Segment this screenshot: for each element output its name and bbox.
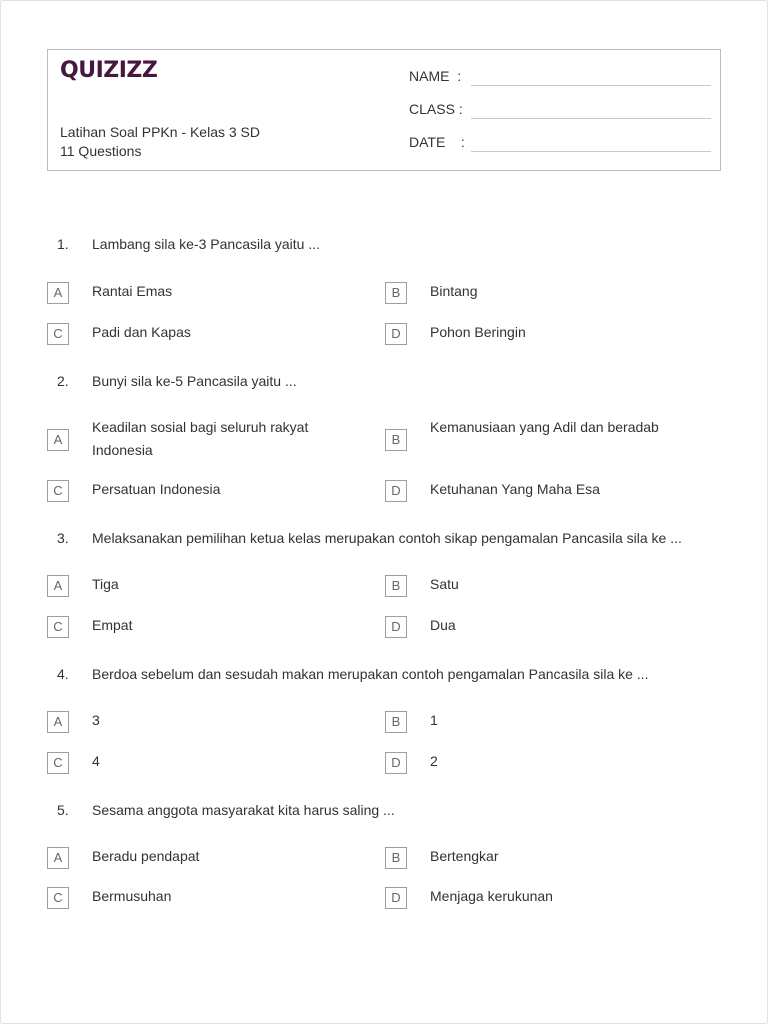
option-b-box[interactable]: B [385, 575, 407, 597]
option-a-text: Keadilan sosial bagi seluruh rakyat Indonesia [92, 419, 309, 458]
option-d-box[interactable]: D [385, 752, 407, 774]
option-d-box[interactable]: D [385, 480, 407, 502]
question-text: Lambang sila ke-3 Pancasila yaitu ... [92, 236, 321, 252]
class-label: CLASS : [409, 101, 463, 117]
option-b-text: Bertengkar [430, 848, 499, 864]
option-c-text: Empat [92, 617, 133, 633]
option-b-text: Bintang [430, 283, 478, 299]
quiz-title: Latihan Soal PPKn - Kelas 3 SD [60, 124, 261, 140]
question-number: 3. [57, 530, 69, 546]
date-field[interactable] [409, 134, 469, 150]
class-line [471, 118, 711, 119]
question-text: Sesama anggota masyarakat kita harus saling ... [92, 802, 395, 818]
option-a-text: Tiga [92, 576, 119, 592]
option-c-text: Bermusuhan [92, 888, 172, 904]
option-d-box[interactable]: D [385, 323, 407, 345]
date-line [471, 151, 711, 152]
option-b-box[interactable]: B [385, 711, 407, 733]
option-d-box[interactable]: D [385, 887, 407, 909]
question-text: Berdoa sebelum dan sesudah makan merupakan contoh pengamalan Pancasila sila ke ... [92, 666, 649, 682]
option-c-text: Persatuan Indonesia [92, 481, 221, 497]
option-b-text: Satu [430, 576, 459, 592]
option-b-text: Kemanusiaan yang Adil dan beradab [430, 419, 659, 435]
question-text: Melaksanakan pemilihan ketua kelas merupakan contoh sikap pengamalan Pancasila sila ke ... [92, 530, 682, 546]
option-b-box[interactable]: B [385, 847, 407, 869]
option-c-text: 4 [92, 753, 100, 769]
quizizz-logo: QUIZIZZ [60, 58, 158, 83]
name-label: NAME : [409, 68, 462, 84]
option-a-box[interactable]: A [47, 282, 69, 304]
question-number: 1. [57, 236, 69, 252]
question-number: 4. [57, 666, 69, 682]
date-label: DATE : [409, 134, 465, 150]
option-c-box[interactable]: C [47, 887, 69, 909]
option-c-box[interactable]: C [47, 616, 69, 638]
option-a-text: Beradu pendapat [92, 848, 200, 864]
question-number: 2. [57, 373, 69, 389]
option-b-text: 1 [430, 712, 438, 728]
option-c-box[interactable]: C [47, 480, 69, 502]
option-d-text: Pohon Beringin [430, 324, 526, 340]
option-b-box[interactable]: B [385, 429, 407, 451]
option-a-text: 3 [92, 712, 100, 728]
option-c-box[interactable]: C [47, 323, 69, 345]
class-field[interactable] [409, 101, 469, 117]
option-d-text: Ketuhanan Yang Maha Esa [430, 481, 600, 497]
option-a-box[interactable]: A [47, 847, 69, 869]
option-a-text: Rantai Emas [92, 283, 173, 299]
question-count: 11 Questions [60, 143, 142, 159]
name-field[interactable] [409, 68, 469, 84]
question-text: Bunyi sila ke-5 Pancasila yaitu ... [92, 373, 297, 389]
option-a-box[interactable]: A [47, 429, 69, 451]
option-a-box[interactable]: A [47, 575, 69, 597]
option-d-text: 2 [430, 753, 438, 769]
option-d-text: Menjaga kerukunan [430, 888, 553, 904]
option-b-box[interactable]: B [385, 282, 407, 304]
question-number: 5. [57, 802, 69, 818]
option-d-text: Dua [430, 617, 456, 633]
option-d-box[interactable]: D [385, 616, 407, 638]
option-c-box[interactable]: C [47, 752, 69, 774]
name-line [471, 85, 711, 86]
worksheet-header [47, 49, 721, 171]
option-c-text: Padi dan Kapas [92, 324, 191, 340]
option-a-box[interactable]: A [47, 711, 69, 733]
